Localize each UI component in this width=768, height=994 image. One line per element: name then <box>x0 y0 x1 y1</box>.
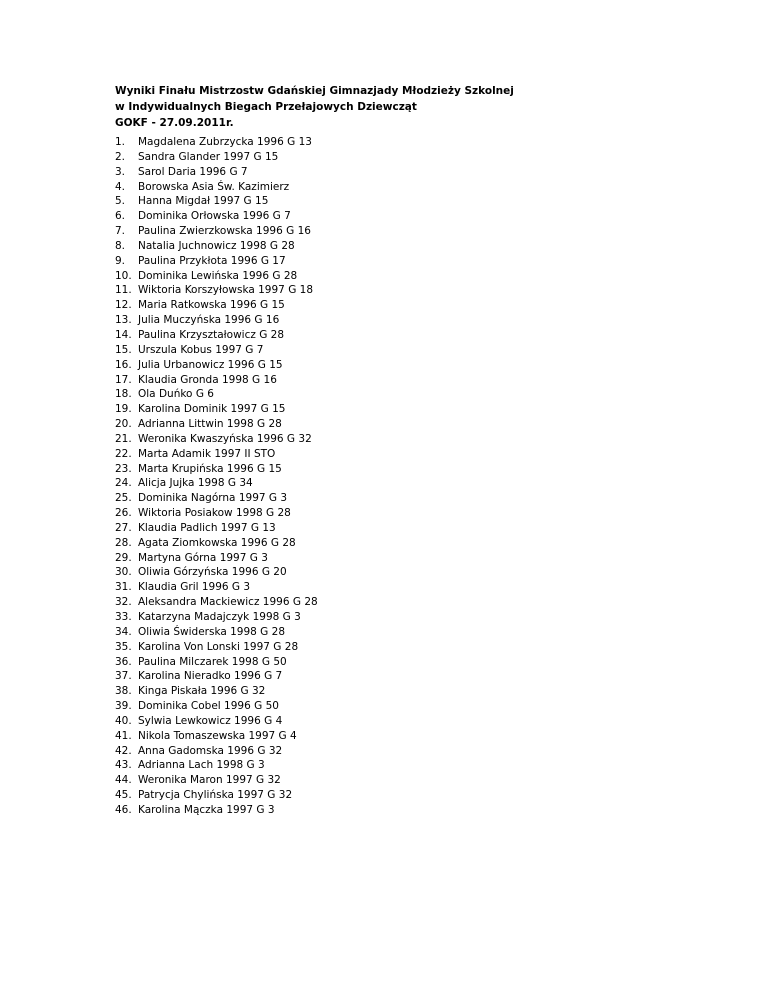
result-row <box>115 758 715 773</box>
result-entry: Hanna Migdał 1997 G 15 <box>138 195 269 208</box>
result-place: 33. <box>115 611 132 623</box>
result-entry: Katarzyna Madajczyk 1998 G 3 <box>138 611 301 623</box>
result-place: 7. <box>115 225 126 238</box>
result-row <box>115 209 715 224</box>
result-entry: Julia Muczyńska 1996 G 16 <box>138 314 280 327</box>
result-entry: Adrianna Lach 1998 G 3 <box>138 759 265 772</box>
result-place: 2. <box>115 150 126 163</box>
result-place: 44. <box>115 774 132 787</box>
result-row <box>115 491 715 506</box>
result-place: 29. <box>115 551 132 564</box>
result-row <box>115 165 715 180</box>
result-row <box>115 803 715 818</box>
result-entry: Paulina Milczarek 1998 G 50 <box>138 655 287 668</box>
result-row <box>115 343 715 358</box>
result-row <box>115 298 715 313</box>
result-place: 30. <box>115 566 132 579</box>
result-row <box>115 135 715 150</box>
result-row <box>115 328 715 343</box>
result-place: 21. <box>115 432 132 445</box>
result-entry: Magdalena Zubrzycka 1996 G 13 <box>138 136 312 148</box>
result-entry: Agata Ziomkowska 1996 G 28 <box>138 536 296 549</box>
result-entry: Urszula Kobus 1997 G 7 <box>138 343 264 356</box>
result-row <box>115 432 715 447</box>
result-entry: Alicja Jujka 1998 G 34 <box>138 477 253 490</box>
result-entry: Kinga Piskała 1996 G 32 <box>138 685 266 698</box>
result-row <box>115 551 715 566</box>
result-entry: Ola Duńko G 6 <box>138 388 214 401</box>
result-entry: Paulina Zwierzkowska 1996 G 16 <box>138 225 311 238</box>
result-row <box>115 625 715 640</box>
result-place: 13. <box>115 314 132 327</box>
result-row <box>115 269 715 284</box>
result-entry: Klaudia Gronda 1998 G 16 <box>138 373 277 386</box>
result-row <box>115 462 715 477</box>
result-row <box>115 669 715 684</box>
result-place: 20. <box>115 418 132 431</box>
result-row <box>115 655 715 670</box>
result-entry: Klaudia Gril 1996 G 3 <box>138 581 251 594</box>
result-place: 10. <box>115 269 132 282</box>
result-entry: Sandra Glander 1997 G 15 <box>138 150 279 163</box>
result-place: 28. <box>115 536 132 549</box>
result-entry: Marta Krupińska 1996 G 15 <box>138 462 282 475</box>
result-place: 43. <box>115 759 132 772</box>
result-entry: Natalia Juchnowicz 1998 G 28 <box>138 239 295 252</box>
result-place: 8. <box>115 239 126 252</box>
result-place: 1. <box>115 136 126 148</box>
result-place: 5. <box>115 195 126 208</box>
result-entry: Karolina Dominik 1997 G 15 <box>138 403 286 416</box>
result-entry: Martyna Górna 1997 G 3 <box>138 551 268 564</box>
result-place: 31. <box>115 581 132 594</box>
result-entry: Weronika Maron 1997 G 32 <box>138 774 281 787</box>
result-entry: Paulina Krzyształowicz G 28 <box>138 328 285 341</box>
result-row <box>115 580 715 595</box>
result-entry: Dominika Cobel 1996 G 50 <box>138 700 279 713</box>
result-entry: Oliwia Świderska 1998 G 28 <box>138 625 286 638</box>
result-place: 26. <box>115 507 132 520</box>
result-place: 9. <box>115 254 126 267</box>
result-entry: Sylwia Lewkowicz 1996 G 4 <box>138 714 283 727</box>
result-entry: Wiktoria Posiakow 1998 G 28 <box>138 507 291 520</box>
result-place: 40. <box>115 714 132 727</box>
result-row <box>115 565 715 580</box>
result-row <box>115 788 715 803</box>
result-place: 42. <box>115 744 132 757</box>
result-entry: Maria Ratkowska 1996 G 15 <box>138 299 285 312</box>
result-entry: Julia Urbanowicz 1996 G 15 <box>138 358 283 371</box>
result-entry: Karolina Nieradko 1996 G 7 <box>138 670 283 683</box>
result-entry: Adrianna Littwin 1998 G 28 <box>138 418 282 431</box>
result-entry: Sarol Daria 1996 G 7 <box>138 165 248 178</box>
result-row <box>115 744 715 759</box>
result-place: 17. <box>115 373 132 386</box>
result-place: 3. <box>115 165 126 178</box>
result-row <box>115 180 715 195</box>
result-row <box>115 521 715 536</box>
result-place: 35. <box>115 640 132 653</box>
heading-line-venue-date: GOKF - 27.09.2011r. <box>115 117 234 129</box>
result-place: 23. <box>115 462 132 475</box>
result-row <box>115 417 715 432</box>
result-row <box>115 684 715 699</box>
result-row <box>115 150 715 165</box>
result-row <box>115 402 715 417</box>
result-place: 34. <box>115 625 132 638</box>
result-row <box>115 476 715 491</box>
result-row <box>115 313 715 328</box>
heading-line-event: Wyniki Finału Mistrzostw Gdańskiej Gimnazjady Młodzieży Szkolnej <box>115 85 514 97</box>
results-list <box>115 135 715 818</box>
result-entry: Karolina Mączka 1997 G 3 <box>138 803 275 816</box>
result-row <box>115 239 715 254</box>
result-place: 38. <box>115 685 132 698</box>
result-row <box>115 387 715 402</box>
document-heading <box>115 83 735 131</box>
result-place: 19. <box>115 403 132 416</box>
result-row <box>115 640 715 655</box>
result-place: 4. <box>115 180 126 193</box>
result-row <box>115 224 715 239</box>
result-entry: Weronika Kwaszyńska 1996 G 32 <box>138 432 312 445</box>
result-place: 14. <box>115 328 132 341</box>
result-entry: Oliwia Górzyńska 1996 G 20 <box>138 566 287 579</box>
result-row <box>115 536 715 551</box>
result-place: 46. <box>115 803 132 816</box>
result-entry: Anna Gadomska 1996 G 32 <box>138 744 283 757</box>
result-entry: Paulina Przykłota 1996 G 17 <box>138 254 286 267</box>
result-row <box>115 254 715 269</box>
result-place: 37. <box>115 670 132 683</box>
result-entry: Marta Adamik 1997 II STO <box>138 447 276 460</box>
result-row <box>115 595 715 610</box>
result-row <box>115 610 715 625</box>
result-entry: Patrycja Chylińska 1997 G 32 <box>138 789 293 802</box>
result-entry: Nikola Tomaszewska 1997 G 4 <box>138 729 297 742</box>
result-place: 12. <box>115 299 132 312</box>
result-entry: Karolina Von Lonski 1997 G 28 <box>138 640 299 653</box>
result-row <box>115 699 715 714</box>
result-entry: Klaudia Padlich 1997 G 13 <box>138 521 276 534</box>
result-place: 45. <box>115 789 132 802</box>
result-entry: Dominika Nagórna 1997 G 3 <box>138 492 288 505</box>
result-entry: Aleksandra Mackiewicz 1996 G 28 <box>138 596 318 609</box>
result-entry: Borowska Asia Św. Kazimierz <box>138 180 290 193</box>
result-place: 15. <box>115 343 132 356</box>
result-row <box>115 729 715 744</box>
result-place: 6. <box>115 210 126 223</box>
result-place: 27. <box>115 521 132 534</box>
result-place: 32. <box>115 596 132 609</box>
result-place: 16. <box>115 358 132 371</box>
result-row <box>115 714 715 729</box>
result-place: 36. <box>115 655 132 668</box>
result-place: 11. <box>115 284 132 297</box>
result-row <box>115 194 715 209</box>
result-row <box>115 447 715 462</box>
result-row <box>115 283 715 298</box>
result-place: 22. <box>115 447 132 460</box>
result-place: 18. <box>115 388 132 401</box>
result-row <box>115 773 715 788</box>
result-row <box>115 358 715 373</box>
result-entry: Dominika Lewińska 1996 G 28 <box>138 269 298 282</box>
result-place: 25. <box>115 492 132 505</box>
result-place: 39. <box>115 700 132 713</box>
result-row <box>115 373 715 388</box>
result-place: 41. <box>115 729 132 742</box>
result-place: 24. <box>115 477 132 490</box>
result-entry: Wiktoria Korszyłowska 1997 G 18 <box>138 284 314 297</box>
result-row <box>115 506 715 521</box>
heading-line-category: w Indywidualnych Biegach Przełajowych Dziewcząt <box>115 101 417 113</box>
result-entry: Dominika Orłowska 1996 G 7 <box>138 210 291 223</box>
